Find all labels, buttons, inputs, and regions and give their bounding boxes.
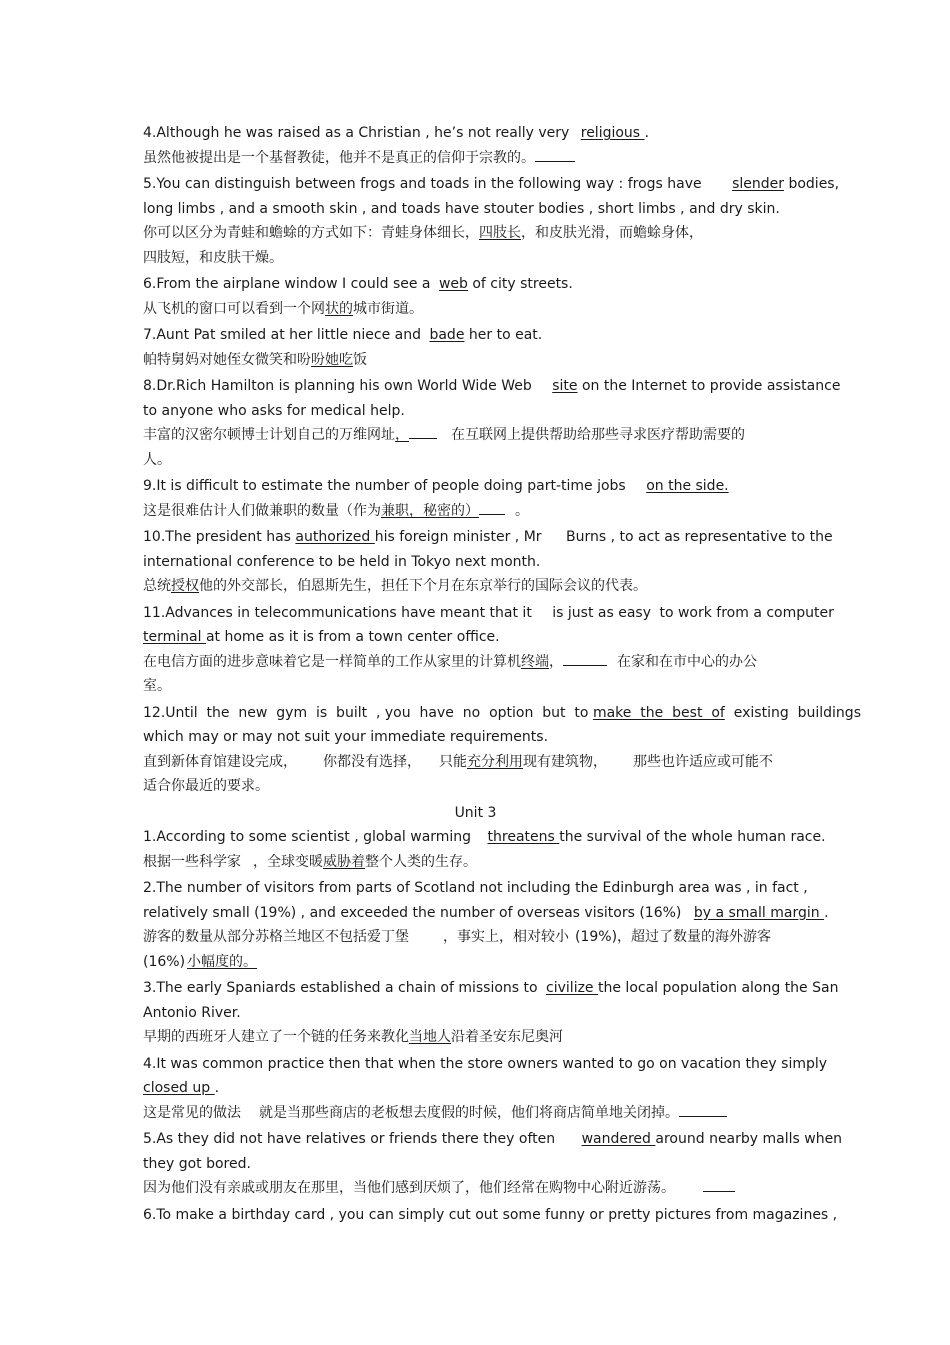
answer-word: wandered	[581, 1131, 656, 1147]
english-sentence: 5.As they did not have relatives or friends there they often wandered around nearby malls when	[143, 1131, 843, 1147]
english-sentence: 8.Dr.Rich Hamilton is planning his own World Wide Web site on the Internet to provide assistance	[143, 378, 841, 394]
english-sentence: 10.The president has authorized his foreign minister , Mr Burns , to act as representative to the	[143, 529, 833, 545]
english-sentence: 9.It is difficult to estimate the number of people doing part-time jobs on the side.	[143, 478, 729, 494]
chinese-translation: 游客的数量从部分苏格兰地区不包括爱丁堡 ，事实上，相对较小 (19%)，超过了数量的海外游客	[143, 929, 772, 945]
english-sentence: 2.The number of visitors from parts of Scotland not including the Edinburgh area was , in fact ,	[143, 880, 808, 896]
unit3-item-2	[143, 876, 829, 974]
answer-word: on the side.	[646, 478, 729, 494]
answer-word: 当地人	[409, 1029, 451, 1045]
chinese-translation: 根据一些科学家 ，全球变暖威胁着整个人类的生存。	[143, 853, 477, 870]
english-sentence: 6.From the airplane window I could see a web of city streets.	[143, 276, 573, 292]
answer-word: web	[438, 276, 468, 292]
exercise-item-11	[143, 601, 834, 699]
exercise-item-9	[143, 474, 808, 523]
document-page	[143, 121, 861, 1227]
exercise-item-4	[143, 121, 808, 170]
english-sentence: 12.Until the new gym is built , you have no option but to make the best of existing buildings	[143, 704, 861, 721]
answer-word: threatens	[487, 829, 560, 845]
english-sentence-cont: to anyone who asks for medical help.	[143, 402, 405, 419]
chinese-translation: 在电信方面的进步意味着它是一样简单的工作从家里的计算机终端， 在家和在市中心的办公	[143, 650, 808, 675]
chinese-translation: 帕特舅妈对她侄女微笑和吩吩她吃饭	[143, 351, 367, 368]
chinese-translation: 直到新体育馆建设完成， 你都没有选择， 只能充分利用现有建筑物， 那些也许适应或可能不	[143, 753, 773, 770]
english-sentence-cont: terminal at home as it is from a town center office.	[143, 629, 500, 645]
english-sentence: 4.Although he was raised as a Christian , he’s not really very religious .	[143, 125, 650, 141]
english-sentence: 7.Aunt Pat smiled at her little niece and bade her to eat.	[143, 327, 543, 343]
chinese-translation: 这是常见的做法 就是当那些商店的老板想去度假的时候，他们将商店简单地关闭掉。	[143, 1101, 808, 1126]
chinese-translation: 因为他们没有亲戚或朋友在那里，当他们感到厌烦了，他们经常在购物中心附近游荡。	[143, 1176, 808, 1201]
chinese-translation-cont: 人。	[143, 451, 171, 468]
answer-word: by a small margin	[693, 904, 825, 921]
chinese-translation: 这是很难估计人们做兼职的数量（作为兼职，秘密的） 。	[143, 499, 808, 524]
unit3-item-6	[143, 1203, 838, 1228]
answer-word: ，	[395, 427, 409, 443]
answer-word: make the best of	[592, 704, 725, 721]
english-sentence-cont: relatively small (19%) , and exceeded the number of overseas visitors (16%) by a small margin .	[143, 904, 829, 921]
exercise-item-8	[143, 374, 841, 472]
english-sentence: 6.To make a birthday card , you can simply cut out some funny or pretty pictures from magazines ,	[143, 1206, 838, 1223]
answer-word: terminal	[143, 629, 206, 645]
chinese-translation-cont: 室。	[143, 678, 171, 694]
english-sentence-cont: closed up .	[143, 1080, 220, 1096]
exercise-item-5	[143, 172, 840, 270]
chinese-translation: 虽然他被提出是一个基督教徒，他并不是真正的信仰于宗教的。	[143, 146, 808, 171]
exercise-item-10	[143, 525, 833, 599]
answer-word: bade	[429, 327, 465, 343]
answer-blank	[679, 1102, 727, 1117]
answer-word: 四肢长	[479, 225, 521, 241]
answer-blank	[409, 424, 437, 439]
chinese-translation: 丰富的汉密尔顿博士计划自己的万维网址， 在互联网上提供帮助给那些寻求医疗帮助需要的	[143, 423, 808, 448]
english-sentence-cont: they got bored.	[143, 1155, 251, 1172]
english-sentence: 3.The early Spaniards established a chain of missions to civilize the local population along the San	[143, 980, 839, 996]
english-sentence-cont: Antonio River.	[143, 1004, 241, 1021]
answer-word: civilize	[546, 980, 598, 996]
english-sentence: 4.It was common practice then that when the store owners wanted to go on vacation they simply	[143, 1055, 828, 1072]
answer-word: 吩她吃	[311, 351, 353, 368]
english-sentence-cont: which may or may not suit your immediate requirements.	[143, 729, 549, 745]
answer-blank	[563, 651, 607, 666]
english-sentence: 11.Advances in telecommunications have meant that it is just as easy to work from a computer	[143, 604, 834, 621]
exercise-item-7	[143, 323, 808, 372]
answer-word: 终端	[521, 653, 549, 670]
answer-blank	[703, 1177, 735, 1192]
unit3-item-3	[143, 976, 839, 1050]
answer-word: 兼职，秘密的）	[381, 502, 479, 519]
chinese-translation-cont: (16%) 小幅度的。	[143, 953, 258, 970]
answer-word: authorized	[295, 529, 375, 545]
answer-word: site	[552, 378, 578, 394]
chinese-translation: 早期的西班牙人建立了一个链的任务来教化当地人沿着圣安东尼奥河	[143, 1029, 563, 1045]
answer-word: 授权	[171, 578, 199, 594]
unit3-item-1	[143, 825, 826, 874]
chinese-translation-cont: 适合你最近的要求。	[143, 778, 269, 794]
answer-blank	[535, 147, 575, 162]
answer-word: closed up	[143, 1080, 215, 1096]
exercise-item-6	[143, 272, 808, 321]
chinese-translation: 你可以区分为青蛙和蟾蜍的方式如下：青蛙身体细长，四肢长，和皮肤光滑，而蟾蜍身体，	[143, 225, 703, 241]
answer-blank	[479, 500, 505, 515]
chinese-translation-cont: 四肢短，和皮肤干燥。	[143, 249, 283, 266]
english-sentence: 5.You can distinguish between frogs and toads in the following way : frogs have slender bodies,	[143, 176, 840, 192]
answer-word: 充分利用	[467, 753, 523, 770]
answer-word: 小幅度的。	[187, 953, 258, 970]
english-sentence: 1.According to some scientist , global warming threatens the survival of the whole human race.	[143, 829, 826, 845]
unit3-item-4	[143, 1052, 828, 1126]
chinese-translation: 总统授权他的外交部长，伯恩斯先生，担任下个月在东京举行的国际会议的代表。	[143, 578, 647, 594]
exercise-item-12	[143, 701, 861, 799]
answer-word: 威胁着	[323, 853, 365, 870]
english-sentence-cont: international conference to be held in Tokyo next month.	[143, 553, 541, 570]
answer-word: 状的	[325, 300, 353, 317]
unit-heading: Unit 3	[454, 804, 497, 821]
answer-word: religious	[580, 125, 645, 141]
english-sentence-cont: long limbs , and a smooth skin , and toads have stouter bodies , short limbs , and dry skin.	[143, 200, 780, 217]
chinese-translation: 从飞机的窗口可以看到一个网状的城市街道。	[143, 300, 423, 317]
unit3-item-5	[143, 1127, 843, 1201]
answer-word: slender	[732, 176, 785, 192]
